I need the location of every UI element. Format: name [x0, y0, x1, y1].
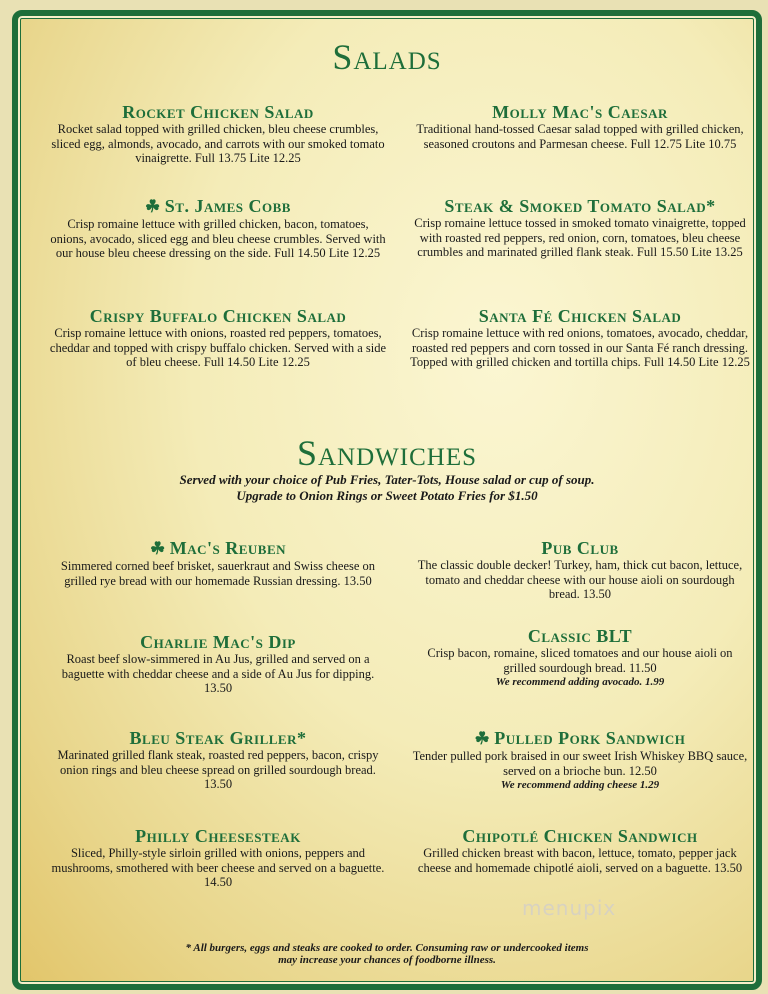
item-name: Crispy Buffalo Chicken Salad [89, 306, 347, 326]
footer-disclaimer-2: may increase your chances of foodborne illness. [278, 954, 496, 966]
item-name: Classic BLT [527, 626, 633, 646]
item-description: Crisp romaine lettuce with red onions, tomatoes, avocado, cheddar, roasted red peppers and corn tossed in our Santa Fé ranch dressing. Topped with grilled chicken and tortilla chips. Full 14.50 Lite 12.25 [410, 326, 750, 369]
item-description: Crisp romaine lettuce tossed in smoked tomato vinaigrette, topped with roasted red peppers, red onion, corn, tomatoes, bleu cheese crumbles and marinated grilled flank steak. Full 15.50 Lite 13.25 [414, 216, 746, 259]
menu-page [12, 10, 762, 990]
shamrock-icon: ☘ [145, 197, 161, 216]
menu-item [48, 728, 388, 792]
item-description: Rocket salad topped with grilled chicken, bleu cheese crumbles, sliced egg, almonds, avocado, and carrots with our smoked tomato vinaigrette. Full 13.75 Lite 12.25 [51, 122, 385, 165]
item-name: Pub Club [541, 538, 619, 558]
item-description: Crisp romaine lettuce with grilled chicken, bacon, tomatoes, onions, avocado, sliced egg and bleu cheese crumbles. Served with our house bleu cheese dressing on the side. Full 14.50 Lite 12.25 [50, 217, 386, 260]
sandwiches-subhead: Served with your choice of Pub Fries, Tater-Tots, House salad or cup of soup. [179, 472, 595, 487]
item-name: Steak & Smoked Tomato Salad* [444, 196, 716, 216]
item-description: Grilled chicken breast with bacon, lettuce, tomato, pepper jack cheese and homemade chipotlé aioli, served on a baguette. 13.50 [417, 846, 743, 875]
shamrock-icon: ☘ [474, 729, 491, 748]
menu-item [410, 306, 750, 370]
item-description: Crisp romaine lettuce with onions, roasted red peppers, tomatoes, cheddar and topped with crispy buffalo chicken. Served with a side of bleu cheese. Full 14.50 Lite 12.25 [49, 326, 387, 369]
menu-item [48, 632, 388, 696]
watermark-logo: menupix [522, 896, 617, 920]
item-name: Philly Cheesesteak [135, 826, 301, 846]
item-name: Pulled Pork Sandwich [494, 728, 686, 748]
item-name: Mac's Reuben [169, 538, 287, 558]
sandwiches-title: Sandwiches [296, 433, 477, 473]
item-name: St. James Cobb [164, 196, 291, 216]
salads-title: Salads [332, 37, 442, 77]
menu-item [410, 826, 750, 875]
item-description: Sliced, Philly-style sirloin grilled with onions, peppers and mushrooms, smothered with beer cheese and served on a baguette. 14.50 [51, 846, 385, 889]
menu-item [48, 826, 388, 890]
menu-item [48, 102, 388, 166]
menu-item [48, 538, 388, 588]
menu-item [410, 102, 750, 151]
item-note: We recommend adding cheese 1.29 [500, 779, 660, 791]
item-name: Rocket Chicken Salad [122, 102, 314, 122]
menu-item [410, 538, 750, 602]
item-name: Santa Fé Chicken Salad [478, 306, 682, 326]
item-description: Crisp bacon, romaine, sliced tomatoes and our house aioli on grilled sourdough bread. 11.50 [427, 646, 733, 675]
menu-item [48, 196, 388, 261]
footer-disclaimer: * All burgers, eggs and steaks are cooked to order. Consuming raw or undercooked items [185, 942, 589, 954]
item-note: We recommend adding avocado. 1.99 [495, 676, 665, 688]
item-name: Charlie Mac's Dip [140, 632, 296, 652]
item-name: Chipotlé Chicken Sandwich [462, 826, 698, 846]
item-description: Roast beef slow-simmered in Au Jus, grilled and served on a baguette with cheddar cheese and a side of Au Jus for dipping. 13.50 [61, 652, 375, 695]
sandwiches-upgrade: Upgrade to Onion Rings or Sweet Potato Fries for $1.50 [236, 488, 538, 503]
menu-item [48, 306, 388, 370]
menu-item [410, 626, 750, 689]
item-description: Traditional hand-tossed Caesar salad topped with grilled chicken, seasoned croutons and Parmesan cheese. Full 12.75 Lite 10.75 [416, 122, 744, 151]
item-name: Bleu Steak Griller* [129, 728, 307, 748]
shamrock-icon: ☘ [149, 539, 166, 558]
item-description: Tender pulled pork braised in our sweet Irish Whiskey BBQ sauce, served on a brioche bun. 12.50 [412, 749, 748, 778]
item-description: Simmered corned beef brisket, sauerkraut and Swiss cheese on grilled rye bread with our homemade Russian dressing. 13.50 [60, 559, 376, 588]
item-description: Marinated grilled flank steak, roasted red peppers, bacon, crispy onion rings and bleu cheese spread on grilled sourdough bread. 13.50 [57, 748, 379, 791]
item-description: The classic double decker! Turkey, ham, thick cut bacon, lettuce, tomato and cheddar cheese with our house aioli on sourdough bread. 13.50 [417, 558, 743, 601]
menu-item [410, 728, 750, 792]
menu-item [410, 196, 750, 260]
item-name: Molly Mac's Caesar [492, 102, 668, 122]
